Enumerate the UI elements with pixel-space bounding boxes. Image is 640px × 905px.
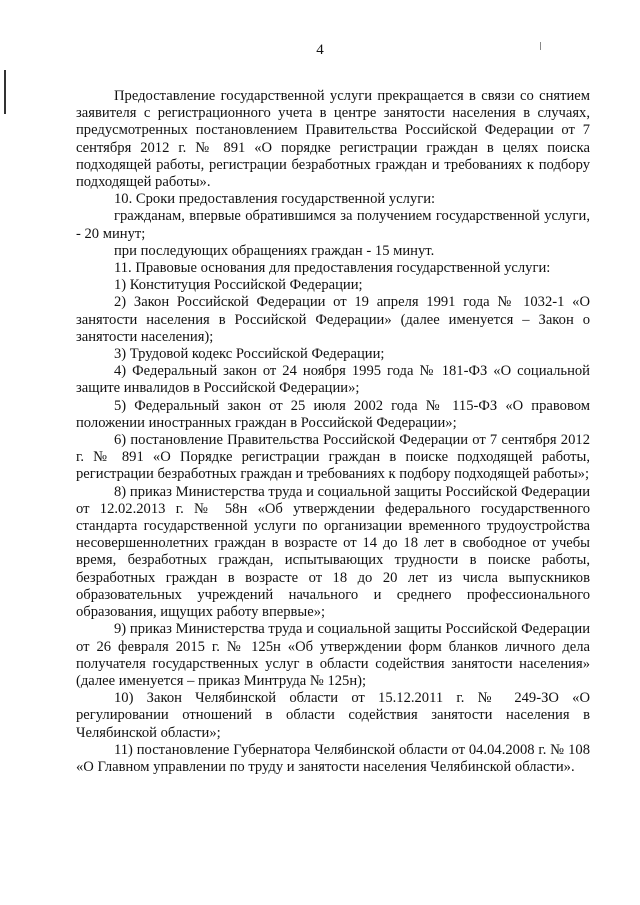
legal-basis-item: 3) Трудовой кодекс Российской Федерации; [114,346,385,363]
legal-basis-item: 9) приказ Министерства труда и социальной защиты Российской Федерации от 26 февраля 2015 г. № 125н «Об утверждении форм бланков личного дела получателя государственных услуг в области содействия занятости населения» (далее именуется – приказ Минтруда № 125н); [76,621,590,689]
paragraph-termination: Предоставление государственной услуги прекращается в связи со снятием заявителя с регистрационного учета в центре занятости населения в случаях, предусмотренных постановлением Правительства Российской Федерации от 7 сентября 2012 г. № 891 «О порядке регистрации граждан в целях поиска подходящей работы, регистрации безработных граждан и требованиях к подбору подходящей работы». [76,88,590,191]
legal-basis-item: 10) Закон Челябинской области от 15.12.2011 г. № 249-ЗО «О регулировании отношений в области содействия занятости населения в Челябинской области»; [76,690,590,741]
legal-basis-item: 11) постановление Губернатора Челябинской области от 04.04.2008 г. № 108 «О Главном управлении по труду и занятости населения Челябинской области». [76,741,590,775]
legal-basis-item: 8) приказ Министерства труда и социальной защиты Российской Федерации от 12.02.2013 г. № 58н «Об утверждении федерального государственного стандарта государственной услуги по организации временного трудоустройства несовершеннолетних граждан в возрасте от 14 до 18 лет в свободное от учебы время, безработных граждан, испытывающих трудности в поиске работы, безработных граждан в возрасте от 18 до 20 лет из числа выпускников образовательных учреждений начального и среднего профессионального образования, ищущих работу впервые»; [76,483,590,621]
legal-basis-item: 1) Конституция Российской Федерации; [114,277,363,294]
legal-basis-item: 4) Федеральный закон от 24 ноября 1995 года № 181-ФЗ «О социальной защите инвалидов в Российской Федерации»; [76,363,590,397]
scan-corner-mark [540,42,541,50]
legal-basis-item: 5) Федеральный закон от 25 июля 2002 года № 115-ФЗ «О правовом положении иностранных граждан в Российской Федерации»; [76,397,590,431]
legal-basis-item: 6) постановление Правительства Российской Федерации от 7 сентября 2012 г. № 891 «О Порядке регистрации граждан в поиске подходящей работы, регистрации безработных граждан и требованиях к подбору подходящей работы»; [76,432,590,483]
paragraph-first-visit: гражданам, впервые обратившимся за получением государственной услуги, - 20 минут; [76,208,590,242]
paragraph-repeat-visit: при последующих обращениях граждан - 15 минут. [114,242,435,259]
document-body [76,88,590,776]
scan-margin-line [4,70,6,114]
paragraph-section-11: 11. Правовые основания для предоставления государственной услуги: [114,260,551,277]
legal-basis-item: 2) Закон Российской Федерации от 19 апреля 1991 года № 1032-1 «О занятости населения в Российской Федерации» (далее именуется – Закон о занятости населения); [76,294,590,345]
page-number: 4 [316,42,324,58]
paragraph-section-10: 10. Сроки предоставления государственной услуги: [114,191,436,208]
